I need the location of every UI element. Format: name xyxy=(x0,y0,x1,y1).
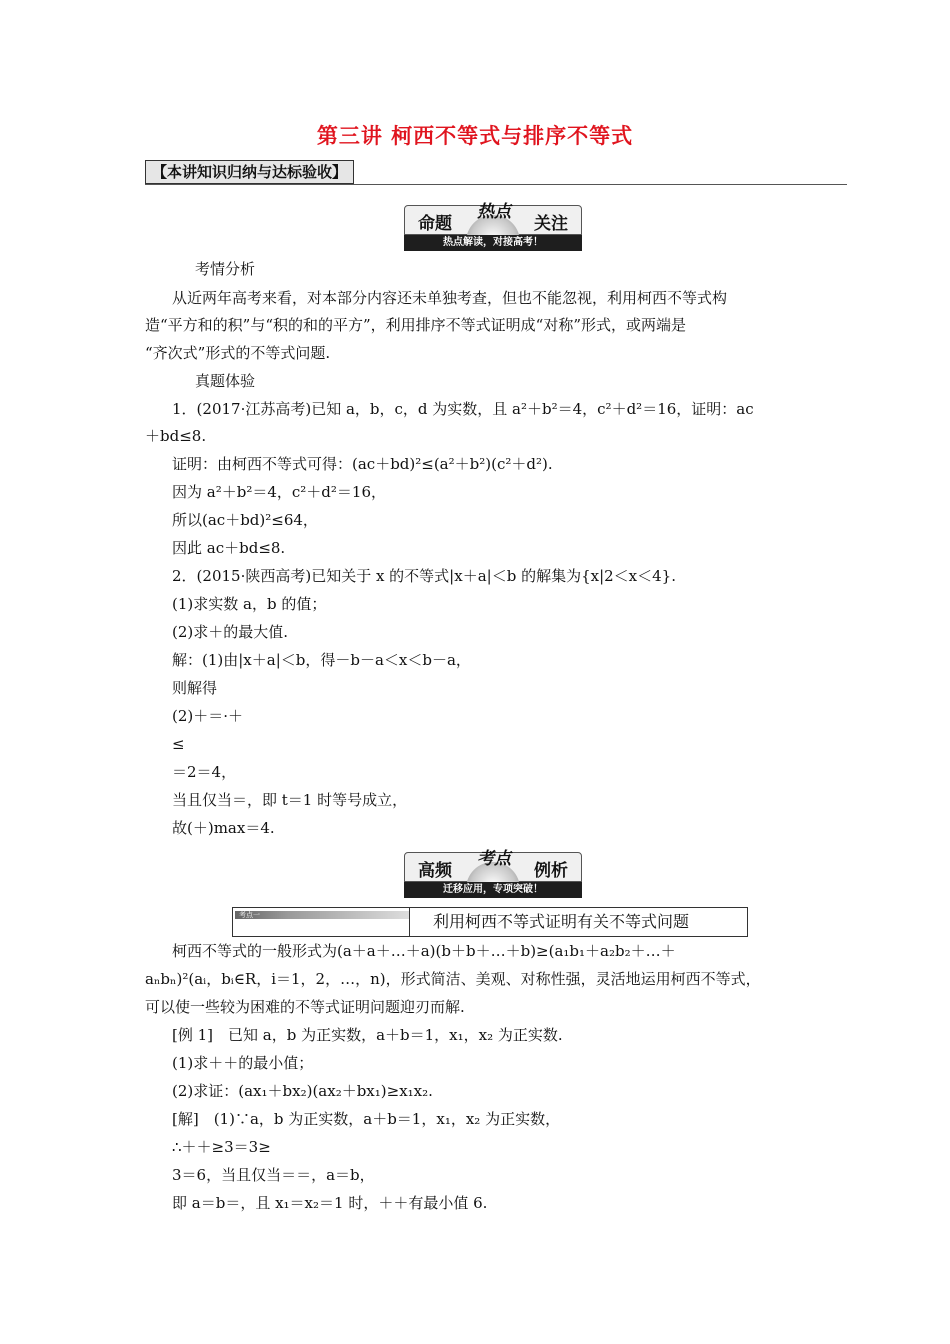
text-line: 1．(2017·江苏高考)已知 a，b，c，d 为实数，且 a²＋b²＝4，c²＋d²＝16，证明：ac xyxy=(172,400,754,418)
text-line: 即 a＝b＝，且 x₁＝x₂＝1 时，＋＋有最小值 6. xyxy=(172,1194,488,1212)
text-line: (1)求＋＋的最小值； xyxy=(172,1054,314,1072)
text-line: 故(＋)max＝4. xyxy=(172,819,275,837)
text-line: ＋bd≤8. xyxy=(145,427,207,445)
text-line: 解：(1)由|x＋a|＜b，得－b－a＜x＜b－a， xyxy=(172,651,471,669)
text-line: ∴＋＋≥3＝3≥ xyxy=(172,1138,271,1156)
text-line: 所以(ac＋bd)²≤64， xyxy=(172,511,318,529)
banner-right-label: 关注 xyxy=(534,214,568,234)
text-line: 从近两年高考来看，对本部分内容还未单独考查，但也不能忽视，利用柯西不等式构 xyxy=(172,289,728,307)
section-header: 【本讲知识归纳与达标验收】 xyxy=(145,160,354,184)
key-point-divider xyxy=(409,908,410,936)
text-line: 真题体验 xyxy=(195,372,256,390)
text-line: 考情分析 xyxy=(195,260,256,278)
banner-right-label: 例析 xyxy=(534,861,568,881)
text-line: ≤ xyxy=(172,735,185,753)
key-point-banner xyxy=(404,849,582,898)
text-line: 3＝6，当且仅当＝＝，a＝b， xyxy=(172,1166,375,1184)
key-point-tag: 考点一 xyxy=(235,911,409,919)
text-line: aₙbₙ)²(aᵢ，bᵢ∈R，i＝1，2，…，n)，形式简洁、美观、对称性强，灵活地运用柯西不等式， xyxy=(145,970,761,988)
text-line: 因为 a²＋b²＝4，c²＋d²＝16， xyxy=(172,483,386,501)
text-line: (1)求实数 a，b 的值； xyxy=(172,595,327,613)
key-point-text: 利用柯西不等式证明有关不等式问题 xyxy=(433,912,690,931)
text-line: 柯西不等式的一般形式为(a＋a＋…＋a)(b＋b＋…＋b)≥(a₁b₁＋a₂b₂＋…＋ xyxy=(172,942,676,960)
banner-mid-label: 热点 xyxy=(477,202,511,222)
text-line: “齐次式”形式的不等式问题. xyxy=(145,344,331,362)
page-title: 第三讲 柯西不等式与排序不等式 xyxy=(316,124,634,148)
text-line: 证明：由柯西不等式可得：(ac＋bd)²≤(a²＋b²)(c²＋d²). xyxy=(172,455,553,473)
hot-topic-banner xyxy=(404,202,582,251)
banner-mid-label: 考点 xyxy=(477,849,511,869)
text-line: 可以使一些较为困难的不等式证明问题迎刃而解. xyxy=(145,998,465,1016)
banner-subtitle: 迁移应用，专项突破！ xyxy=(404,882,582,898)
text-line: 造“平方和的积”与“积的和的平方”，利用排序不等式证明成“对称”形式，或两端是 xyxy=(145,316,687,334)
text-line: 因此 ac＋bd≤8. xyxy=(172,539,286,557)
text-line: 当且仅当＝，即 t＝1 时等号成立， xyxy=(172,791,408,809)
banner-left-label: 命题 xyxy=(418,214,452,234)
banner-left-label: 高频 xyxy=(418,861,452,881)
key-point-box xyxy=(232,907,748,937)
text-line: 则解得 xyxy=(172,679,218,697)
header-rule xyxy=(145,184,847,185)
banner-subtitle: 热点解读，对接高考！ xyxy=(404,235,582,251)
text-line: [解] (1)∵a，b 为正实数，a＋b＝1，x₁，x₂ 为正实数， xyxy=(172,1110,561,1128)
text-line: (2)求＋的最大值. xyxy=(172,623,289,641)
text-line: (2)求证：(ax₁＋bx₂)(ax₂＋bx₁)≥x₁x₂. xyxy=(172,1082,433,1100)
text-line: (2)＋＝·＋ xyxy=(172,707,244,725)
text-line: 2．(2015·陕西高考)已知关于 x 的不等式|x＋a|＜b 的解集为{x|2＜x＜4}. xyxy=(172,567,676,585)
text-line: [例 1] 已知 a，b 为正实数，a＋b＝1，x₁，x₂ 为正实数. xyxy=(172,1026,563,1044)
text-line: ＝2＝4， xyxy=(172,763,237,781)
